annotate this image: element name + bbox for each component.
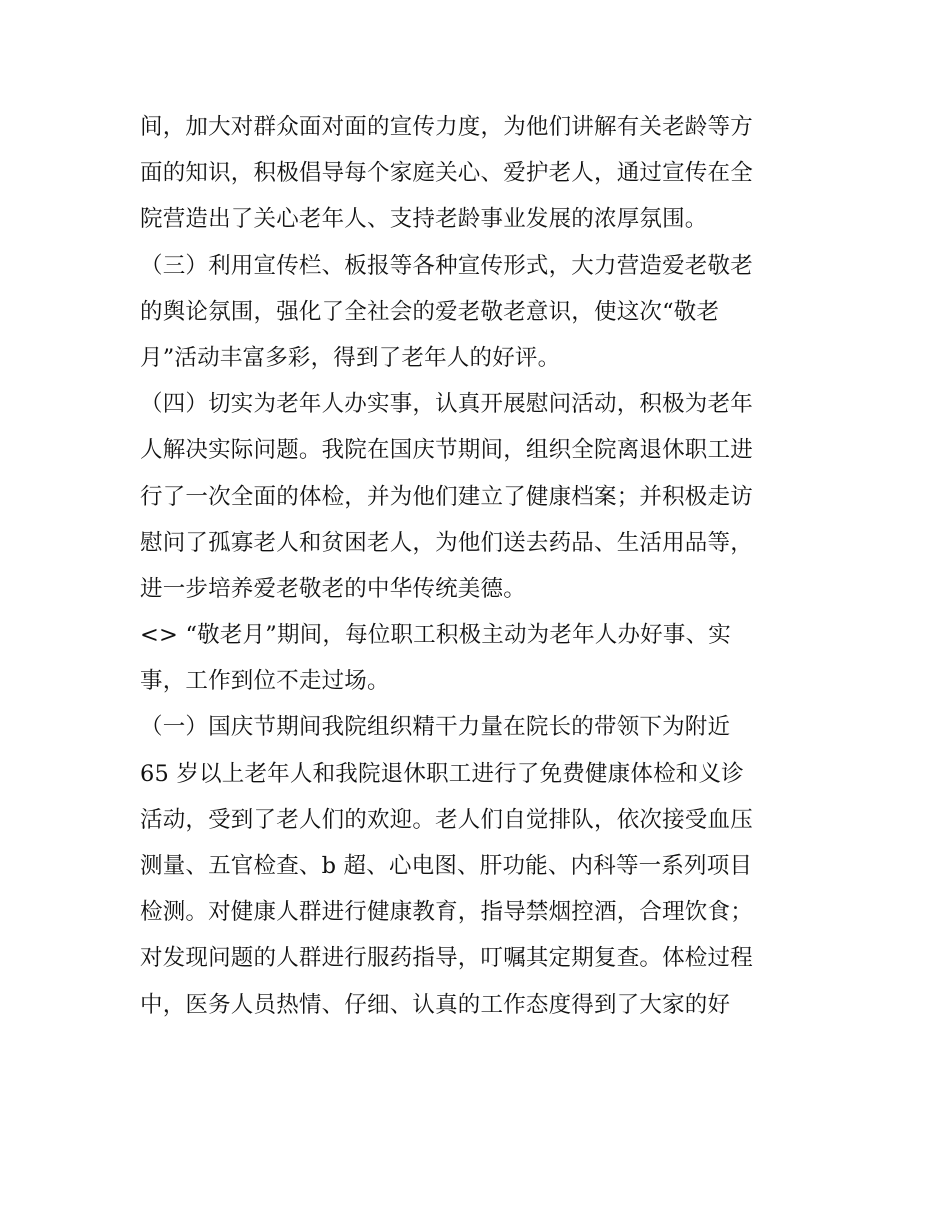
body-text	[140, 104, 820, 1028]
text-line: （三）利用宣传栏、板报等各种宣传形式，大力营造爱老敬老	[140, 252, 753, 279]
text-line: 人解决实际问题。我院在国庆节期间，组织全院离退休职工进	[140, 437, 753, 464]
text-line: 行了一次全面的体检，并为他们建立了健康档案；并积极走访	[140, 483, 753, 510]
text-line: <> “敬老月”期间，每位职工积极主动为老年人办好事、实	[140, 622, 731, 649]
text-line: （四）切实为老年人办实事，认真开展慰问活动，积极为老年	[140, 391, 753, 418]
text-line: 中，医务人员热情、仔细、认真的工作态度得到了大家的好	[140, 991, 731, 1018]
text-line: 进一步培养爱老敬老的中华传统美德。	[140, 575, 526, 602]
text-line: 的舆论氛围，强化了全社会的爱老敬老意识，使这次“敬老	[140, 298, 720, 325]
text-line: 月”活动丰富多彩，得到了老年人的好评。	[140, 344, 561, 371]
text-line: 对发现问题的人群进行服药指导，叮嘱其定期复查。体检过程	[140, 945, 753, 972]
text-line: 面的知识，积极倡导每个家庭关心、爱护老人，通过宣传在全	[140, 160, 753, 187]
text-line: 65 岁以上老年人和我院退休职工进行了免费健康体检和义诊	[140, 760, 744, 787]
text-line: 间，加大对群众面对面的宣传力度，为他们讲解有关老龄等方	[140, 114, 753, 140]
text-line: 活动，受到了老人们的欢迎。老人们自觉排队，依次接受血压	[140, 806, 753, 833]
text-line: 检测。对健康人群进行健康教育，指导禁烟控酒，合理饮食；	[140, 899, 753, 926]
text-line: 测量、五官检查、b 超、心电图、肝功能、内科等一系列项目	[140, 853, 753, 879]
text-line: 院营造出了关心老年人、支持老龄事业发展的浓厚氛围。	[140, 206, 708, 233]
text-line: 事，工作到位不走过场。	[140, 668, 390, 695]
text-line: 慰问了孤寡老人和贫困老人，为他们送去药品、生活用品等，	[140, 529, 753, 556]
text-line: （一）国庆节期间我院组织精干力量在院长的带领下为附近	[140, 714, 731, 741]
